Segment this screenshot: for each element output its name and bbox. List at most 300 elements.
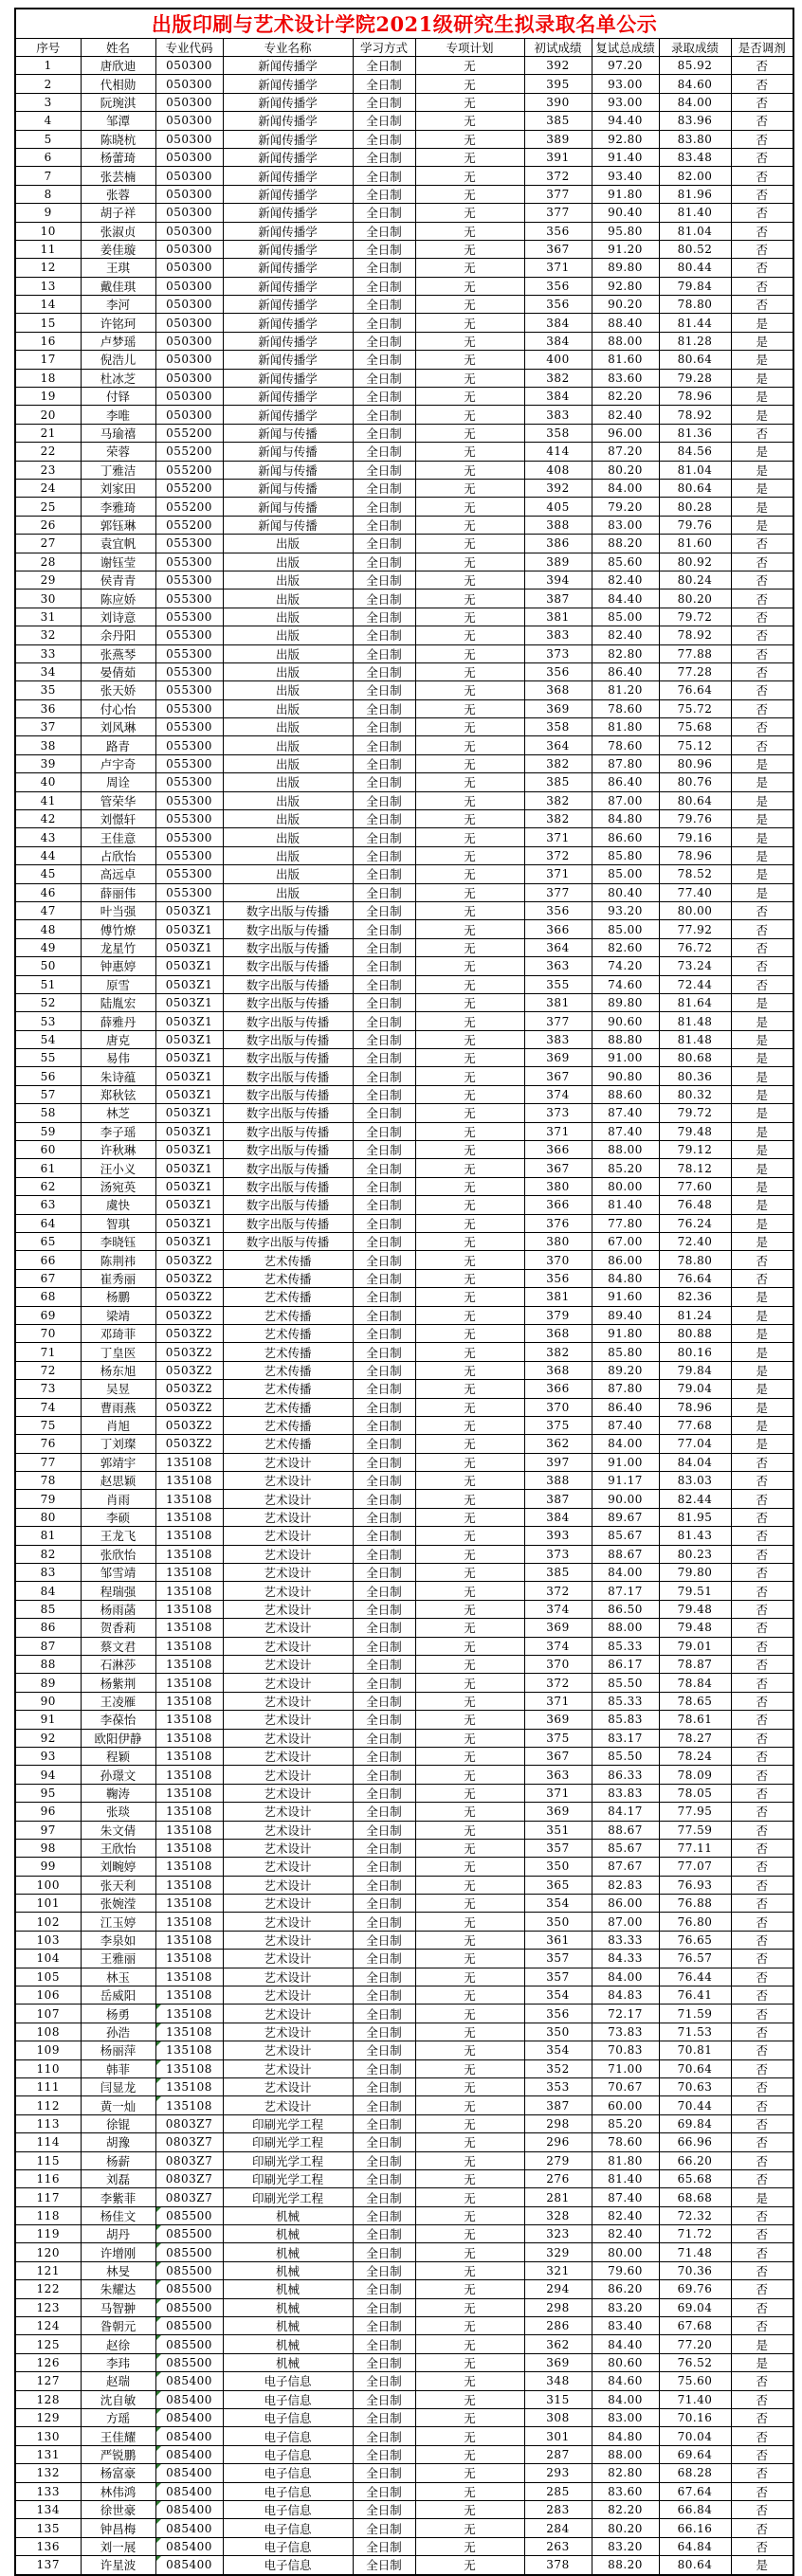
cell-name: 江玉婷 (81, 1913, 155, 1931)
cell-initial-score: 353 (524, 2077, 592, 2095)
cell-adjusted: 是 (731, 1085, 793, 1103)
cell-special-plan: 无 (415, 1453, 524, 1471)
cell-initial-score: 371 (524, 1122, 592, 1140)
cell-major-name: 印刷光学工程 (223, 2188, 353, 2206)
cell-adjusted: 是 (731, 1177, 793, 1195)
cell-major-code: 0503Z1 (155, 1214, 223, 1232)
cell-adjusted: 否 (731, 1655, 793, 1673)
cell-special-plan: 无 (415, 1803, 524, 1821)
cell-special-plan: 无 (415, 993, 524, 1011)
cell-adjusted: 否 (731, 2225, 793, 2243)
cell-major-name: 印刷光学工程 (223, 2114, 353, 2132)
cell-index: 82 (15, 1545, 81, 1563)
cell-special-plan: 无 (415, 2188, 524, 2206)
column-header-index: 序号 (15, 39, 81, 57)
cell-name: 杨蕾琦 (81, 148, 155, 166)
cell-admission-score: 81.36 (659, 424, 731, 442)
cell-special-plan: 无 (415, 2519, 524, 2537)
cell-adjusted: 是 (731, 1398, 793, 1416)
cell-admission-score: 66.16 (659, 2519, 731, 2537)
cell-major-code: 055300 (155, 681, 223, 699)
cell-retest-total-score: 90.80 (592, 1067, 659, 1085)
column-header-special-plan: 专项计划 (415, 39, 524, 57)
cell-major-name: 艺术设计 (223, 1600, 353, 1618)
cell-major-code: 050300 (155, 148, 223, 166)
cell-retest-total-score: 84.00 (592, 1968, 659, 1986)
cell-initial-score: 388 (524, 516, 592, 534)
cell-retest-total-score: 83.60 (592, 369, 659, 387)
cell-name: 倪浩儿 (81, 351, 155, 369)
cell-name: 曹雨燕 (81, 1398, 155, 1416)
table-row (15, 479, 793, 497)
cell-index: 40 (15, 773, 81, 791)
cell-adjusted: 是 (731, 1324, 793, 1342)
table-row (15, 1766, 793, 1784)
cell-major-name: 艺术设计 (223, 1674, 353, 1692)
cell-major-code: 0503Z1 (155, 938, 223, 956)
cell-admission-score: 80.16 (659, 1343, 731, 1361)
cell-study-mode: 全日制 (353, 1196, 415, 1214)
cell-major-name: 出版 (223, 810, 353, 828)
cell-index: 111 (15, 2077, 81, 2095)
cell-special-plan: 无 (415, 1508, 524, 1526)
cell-name: 刘风琳 (81, 718, 155, 736)
cell-major-code: 055300 (155, 791, 223, 809)
cell-adjusted: 否 (731, 1269, 793, 1287)
table-row (15, 2353, 793, 2371)
table-row (15, 1913, 793, 1931)
cell-adjusted: 是 (731, 1049, 793, 1067)
cell-special-plan: 无 (415, 828, 524, 846)
cell-special-plan: 无 (415, 2445, 524, 2463)
cell-major-code: 135108 (155, 2096, 223, 2114)
table-row (15, 93, 793, 111)
cell-special-plan: 无 (415, 2409, 524, 2427)
cell-special-plan: 无 (415, 791, 524, 809)
cell-adjusted: 否 (731, 2482, 793, 2500)
cell-major-code: 055300 (155, 535, 223, 553)
cell-adjusted: 否 (731, 535, 793, 553)
cell-index: 102 (15, 1913, 81, 1931)
cell-major-code: 0503Z2 (155, 1343, 223, 1361)
cell-major-name: 艺术设计 (223, 1931, 353, 1949)
cell-study-mode: 全日制 (353, 259, 415, 277)
cell-special-plan: 无 (415, 1729, 524, 1747)
cell-name: 肖旭 (81, 1416, 155, 1434)
cell-adjusted: 否 (731, 2096, 793, 2114)
cell-name: 杜冰芝 (81, 369, 155, 387)
cell-initial-score: 369 (524, 1803, 592, 1821)
cell-initial-score: 382 (524, 1343, 592, 1361)
cell-retest-total-score: 85.50 (592, 1674, 659, 1692)
cell-index: 22 (15, 443, 81, 461)
cell-major-name: 数字出版与传播 (223, 957, 353, 975)
cell-major-code: 135108 (155, 1766, 223, 1784)
cell-initial-score: 390 (524, 93, 592, 111)
cell-initial-score: 389 (524, 553, 592, 571)
cell-index: 59 (15, 1122, 81, 1140)
cell-retest-total-score: 81.80 (592, 2151, 659, 2169)
cell-major-name: 新闻传播学 (223, 406, 353, 424)
cell-retest-total-score: 93.00 (592, 93, 659, 111)
cell-study-mode: 全日制 (353, 608, 415, 626)
cell-adjusted: 是 (731, 1343, 793, 1361)
cell-name: 占欣怡 (81, 846, 155, 864)
cell-retest-total-score: 85.20 (592, 2114, 659, 2132)
table-row (15, 2537, 793, 2555)
cell-retest-total-score: 85.80 (592, 1343, 659, 1361)
cell-adjusted: 是 (731, 846, 793, 864)
cell-major-code: 050300 (155, 406, 223, 424)
cell-adjusted: 否 (731, 57, 793, 75)
cell-admission-score: 78.92 (659, 406, 731, 424)
cell-retest-total-score: 86.50 (592, 1600, 659, 1618)
cell-name: 许星波 (81, 2556, 155, 2575)
cell-retest-total-score: 90.20 (592, 296, 659, 314)
cell-index: 41 (15, 791, 81, 809)
table-row (15, 571, 793, 589)
cell-retest-total-score: 82.40 (592, 626, 659, 644)
cell-major-code: 135108 (155, 1490, 223, 1508)
cell-name: 韩菲 (81, 2059, 155, 2077)
cell-major-code: 055300 (155, 883, 223, 901)
cell-study-mode: 全日制 (353, 1637, 415, 1655)
cell-index: 69 (15, 1306, 81, 1324)
cell-major-code: 055200 (155, 479, 223, 497)
cell-initial-score: 356 (524, 662, 592, 680)
cell-major-code: 050300 (155, 75, 223, 93)
cell-study-mode: 全日制 (353, 773, 415, 791)
cell-admission-score: 79.48 (659, 1600, 731, 1618)
cell-major-code: 135108 (155, 1950, 223, 1968)
cell-major-name: 电子信息 (223, 2556, 353, 2575)
cell-initial-score: 372 (524, 167, 592, 185)
cell-admission-score: 75.72 (659, 699, 731, 717)
cell-index: 39 (15, 754, 81, 772)
cell-initial-score: 397 (524, 1453, 592, 1471)
cell-index: 122 (15, 2280, 81, 2298)
column-header-admission-score: 录取成绩 (659, 39, 731, 57)
cell-special-plan: 无 (415, 1876, 524, 1894)
table-row (15, 1490, 793, 1508)
cell-index: 97 (15, 1821, 81, 1839)
cell-admission-score: 81.48 (659, 1012, 731, 1030)
cell-major-code: 055300 (155, 828, 223, 846)
cell-special-plan: 无 (415, 185, 524, 203)
table-row (15, 1747, 793, 1765)
cell-major-code: 135108 (155, 1803, 223, 1821)
cell-major-name: 艺术设计 (223, 1729, 353, 1747)
cell-study-mode: 全日制 (353, 1986, 415, 2005)
cell-study-mode: 全日制 (353, 424, 415, 442)
cell-admission-score: 76.52 (659, 2353, 731, 2371)
cell-name: 许铭珂 (81, 314, 155, 332)
cell-index: 118 (15, 2206, 81, 2224)
cell-retest-total-score: 84.40 (592, 2335, 659, 2353)
cell-major-code: 135108 (155, 1858, 223, 1876)
cell-adjusted: 是 (731, 1141, 793, 1159)
cell-initial-score: 358 (524, 718, 592, 736)
cell-index: 104 (15, 1950, 81, 1968)
cell-index: 28 (15, 553, 81, 571)
cell-adjusted: 否 (731, 2114, 793, 2132)
table-row (15, 773, 793, 791)
cell-major-code: 0803Z7 (155, 2114, 223, 2132)
cell-retest-total-score: 88.67 (592, 1821, 659, 1839)
cell-major-code: 0503Z1 (155, 1159, 223, 1177)
cell-major-name: 数字出版与传播 (223, 920, 353, 938)
cell-study-mode: 全日制 (353, 2556, 415, 2575)
cell-special-plan: 无 (415, 1895, 524, 1913)
table-row (15, 699, 793, 717)
cell-index: 106 (15, 1986, 81, 2005)
cell-retest-total-score: 82.80 (592, 644, 659, 662)
cell-name: 付铎 (81, 388, 155, 406)
cell-adjusted: 否 (731, 1876, 793, 1894)
cell-study-mode: 全日制 (353, 2482, 415, 2500)
cell-major-name: 数字出版与传播 (223, 1233, 353, 1251)
table-row (15, 424, 793, 442)
cell-major-name: 出版 (223, 828, 353, 846)
cell-study-mode: 全日制 (353, 2206, 415, 2224)
cell-major-code: 135108 (155, 2041, 223, 2059)
cell-major-name: 出版 (223, 644, 353, 662)
cell-special-plan: 无 (415, 2482, 524, 2500)
cell-special-plan: 无 (415, 754, 524, 772)
cell-admission-score: 79.76 (659, 810, 731, 828)
cell-major-code: 050300 (155, 296, 223, 314)
cell-initial-score: 283 (524, 2500, 592, 2518)
cell-special-plan: 无 (415, 2059, 524, 2077)
cell-special-plan: 无 (415, 1196, 524, 1214)
cell-study-mode: 全日制 (353, 443, 415, 461)
cell-retest-total-score: 87.00 (592, 1913, 659, 1931)
cell-adjusted: 否 (731, 553, 793, 571)
cell-retest-total-score: 73.83 (592, 2023, 659, 2041)
cell-index: 86 (15, 1619, 81, 1637)
cell-study-mode: 全日制 (353, 1674, 415, 1692)
cell-name: 杨丽萍 (81, 2041, 155, 2059)
cell-retest-total-score: 84.40 (592, 590, 659, 608)
cell-initial-score: 373 (524, 644, 592, 662)
cell-name: 李子瑶 (81, 1122, 155, 1140)
cell-index: 61 (15, 1159, 81, 1177)
cell-major-code: 085500 (155, 2243, 223, 2261)
cell-name: 王佳耀 (81, 2427, 155, 2445)
cell-major-name: 艺术传播 (223, 1398, 353, 1416)
cell-name: 路青 (81, 736, 155, 754)
cell-index: 75 (15, 1416, 81, 1434)
cell-adjusted: 是 (731, 1233, 793, 1251)
table-row (15, 1950, 793, 1968)
cell-initial-score: 369 (524, 2353, 592, 2371)
cell-study-mode: 全日制 (353, 2188, 415, 2206)
cell-special-plan: 无 (415, 1030, 524, 1048)
cell-major-name: 出版 (223, 553, 353, 571)
table-row (15, 1141, 793, 1159)
cell-study-mode: 全日制 (353, 975, 415, 993)
cell-adjusted: 否 (731, 1821, 793, 1839)
cell-study-mode: 全日制 (353, 662, 415, 680)
cell-special-plan: 无 (415, 148, 524, 166)
cell-admission-score: 70.63 (659, 2077, 731, 2095)
cell-index: 56 (15, 1067, 81, 1085)
cell-major-code: 135108 (155, 1472, 223, 1490)
cell-index: 6 (15, 148, 81, 166)
cell-admission-score: 76.44 (659, 1968, 731, 1986)
cell-initial-score: 323 (524, 2225, 592, 2243)
cell-major-name: 数字出版与传播 (223, 1214, 353, 1232)
cell-index: 20 (15, 406, 81, 424)
cell-index: 16 (15, 332, 81, 350)
cell-study-mode: 全日制 (353, 498, 415, 516)
cell-study-mode: 全日制 (353, 681, 415, 699)
cell-initial-score: 368 (524, 1361, 592, 1379)
cell-index: 94 (15, 1766, 81, 1784)
cell-study-mode: 全日制 (353, 388, 415, 406)
cell-name: 张欣怡 (81, 1545, 155, 1563)
cell-special-plan: 无 (415, 130, 524, 148)
cell-admission-score: 81.95 (659, 1508, 731, 1526)
cell-name: 李玮 (81, 2353, 155, 2371)
cell-study-mode: 全日制 (353, 754, 415, 772)
cell-index: 126 (15, 2353, 81, 2371)
cell-study-mode: 全日制 (353, 1655, 415, 1673)
cell-admission-score: 76.64 (659, 1269, 731, 1287)
cell-name: 张婉滢 (81, 1895, 155, 1913)
cell-adjusted: 否 (731, 1472, 793, 1490)
cell-study-mode: 全日制 (353, 1233, 415, 1251)
cell-special-plan: 无 (415, 1141, 524, 1159)
cell-major-name: 艺术设计 (223, 1490, 353, 1508)
cell-study-mode: 全日制 (353, 314, 415, 332)
cell-study-mode: 全日制 (353, 1251, 415, 1269)
cell-study-mode: 全日制 (353, 571, 415, 589)
cell-index: 33 (15, 644, 81, 662)
cell-adjusted: 否 (731, 167, 793, 185)
column-header-name: 姓名 (81, 39, 155, 57)
cell-major-name: 数字出版与传播 (223, 1030, 353, 1048)
cell-index: 72 (15, 1361, 81, 1379)
cell-name: 胡丹 (81, 2225, 155, 2243)
cell-initial-score: 369 (524, 699, 592, 717)
cell-major-name: 新闻传播学 (223, 332, 353, 350)
cell-admission-score: 84.56 (659, 443, 731, 461)
cell-retest-total-score: 74.20 (592, 957, 659, 975)
cell-admission-score: 68.28 (659, 2464, 731, 2482)
cell-major-code: 0803Z7 (155, 2133, 223, 2151)
cell-special-plan: 无 (415, 1269, 524, 1287)
cell-admission-score: 79.84 (659, 1361, 731, 1379)
cell-retest-total-score: 81.80 (592, 718, 659, 736)
cell-admission-score: 81.44 (659, 314, 731, 332)
cell-index: 112 (15, 2096, 81, 2114)
cell-major-code: 085500 (155, 2206, 223, 2224)
cell-retest-total-score: 78.60 (592, 2133, 659, 2151)
cell-major-name: 艺术设计 (223, 1527, 353, 1545)
cell-special-plan: 无 (415, 2023, 524, 2041)
cell-initial-score: 308 (524, 2409, 592, 2427)
cell-study-mode: 全日制 (353, 590, 415, 608)
cell-study-mode: 全日制 (353, 1416, 415, 1434)
cell-special-plan: 无 (415, 516, 524, 534)
cell-special-plan: 无 (415, 1913, 524, 1931)
table-row (15, 626, 793, 644)
cell-index: 23 (15, 461, 81, 479)
cell-admission-score: 72.32 (659, 2206, 731, 2224)
cell-index: 79 (15, 1490, 81, 1508)
table-row (15, 1527, 793, 1545)
cell-retest-total-score: 91.20 (592, 240, 659, 258)
cell-index: 120 (15, 2243, 81, 2261)
cell-admission-score: 76.24 (659, 1214, 731, 1232)
cell-index: 27 (15, 535, 81, 553)
cell-name: 吴昱 (81, 1380, 155, 1398)
table-row (15, 2023, 793, 2041)
cell-index: 21 (15, 424, 81, 442)
cell-major-name: 电子信息 (223, 2390, 353, 2408)
cell-admission-score: 78.65 (659, 1692, 731, 1710)
cell-admission-score: 78.12 (659, 1159, 731, 1177)
cell-special-plan: 无 (415, 1067, 524, 1085)
table-row (15, 938, 793, 956)
cell-index: 67 (15, 1269, 81, 1287)
cell-initial-score: 364 (524, 736, 592, 754)
cell-name: 侯青青 (81, 571, 155, 589)
cell-major-name: 艺术设计 (223, 1803, 353, 1821)
cell-study-mode: 全日制 (353, 1968, 415, 1986)
cell-adjusted: 是 (731, 443, 793, 461)
table-row (15, 1472, 793, 1490)
cell-adjusted: 否 (731, 1858, 793, 1876)
cell-name: 赵瑞 (81, 2372, 155, 2390)
cell-adjusted: 否 (731, 2409, 793, 2427)
cell-admission-score: 78.24 (659, 1747, 731, 1765)
cell-adjusted: 否 (731, 1692, 793, 1710)
cell-study-mode: 全日制 (353, 1343, 415, 1361)
cell-major-name: 艺术设计 (223, 1858, 353, 1876)
cell-index: 7 (15, 167, 81, 185)
table-row (15, 736, 793, 754)
cell-admission-score: 71.72 (659, 2225, 731, 2243)
cell-adjusted: 否 (731, 2427, 793, 2445)
cell-retest-total-score: 89.80 (592, 993, 659, 1011)
cell-name: 王凌雁 (81, 1692, 155, 1710)
cell-initial-score: 392 (524, 57, 592, 75)
cell-name: 郑秋铉 (81, 1085, 155, 1103)
cell-index: 96 (15, 1803, 81, 1821)
cell-retest-total-score: 60.00 (592, 2096, 659, 2114)
cell-major-name: 机械 (223, 2280, 353, 2298)
cell-adjusted: 否 (731, 185, 793, 203)
table-row (15, 259, 793, 277)
cell-major-code: 055200 (155, 424, 223, 442)
table-row (15, 1269, 793, 1287)
cell-special-plan: 无 (415, 1435, 524, 1453)
cell-study-mode: 全日制 (353, 130, 415, 148)
cell-index: 132 (15, 2464, 81, 2482)
table-row (15, 754, 793, 772)
cell-major-code: 085400 (155, 2427, 223, 2445)
cell-retest-total-score: 92.80 (592, 277, 659, 295)
table-row (15, 1251, 793, 1269)
cell-major-name: 艺术设计 (223, 2077, 353, 2095)
cell-study-mode: 全日制 (353, 1931, 415, 1949)
cell-major-name: 新闻传播学 (223, 204, 353, 222)
table-row (15, 351, 793, 369)
column-header-study-mode: 学习方式 (353, 39, 415, 57)
cell-major-name: 出版 (223, 626, 353, 644)
